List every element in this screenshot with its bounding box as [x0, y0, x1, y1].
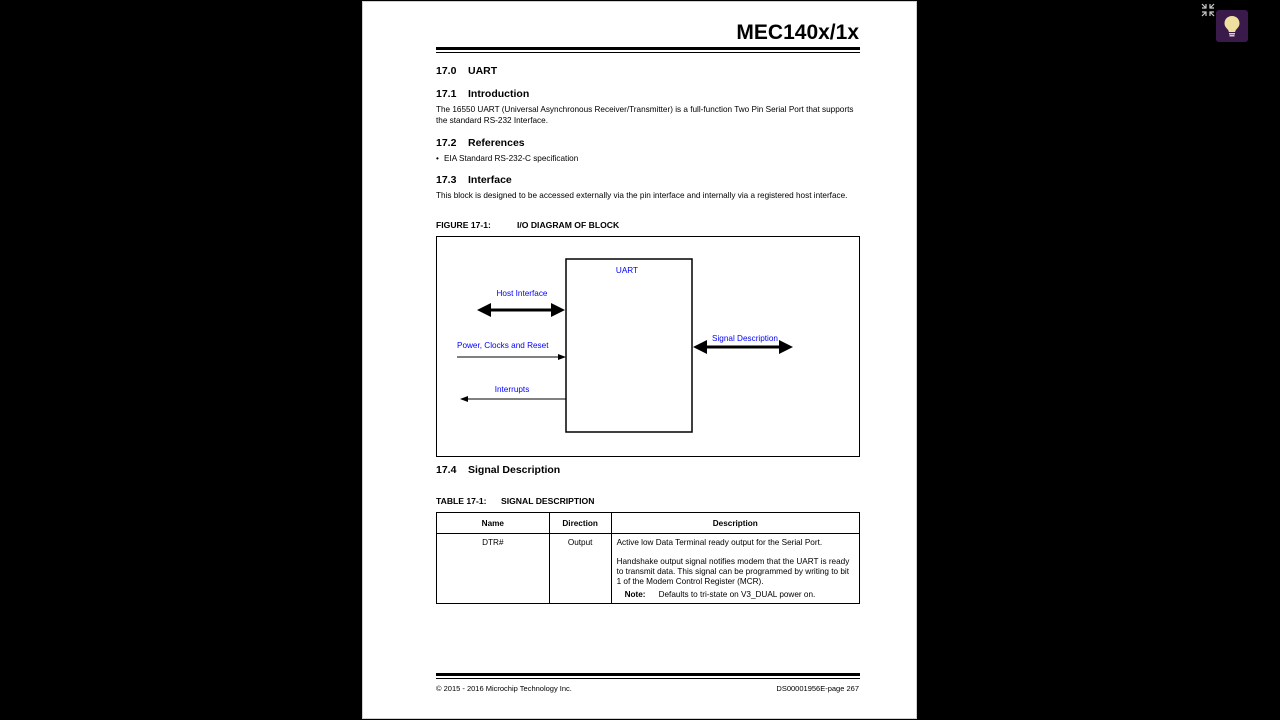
lightbulb-icon	[1223, 15, 1241, 37]
description-line1: Active low Data Terminal ready output for the Serial Port.	[616, 538, 823, 547]
io-diagram	[437, 237, 861, 458]
signal-description-table	[436, 512, 860, 604]
power-clocks-reset-label: Power, Clocks and Reset	[457, 341, 549, 350]
header-name: Name	[437, 513, 550, 534]
footer-rule-thick	[436, 673, 860, 676]
section-17-3-heading: 17.3 Interface	[436, 174, 512, 186]
section-17-1-body: The 16550 UART (Universal Asynchronous Receiver/Transmitter) is a full-function Two Pin Serial Port that supports the standard RS-232 Interface.	[436, 105, 854, 125]
section-17-2-heading: 17.2 References	[436, 137, 525, 149]
host-interface-label: Host Interface	[496, 289, 548, 298]
note-label: Note:	[624, 590, 646, 599]
uart-block-label: UART	[615, 266, 639, 275]
section-17-1-heading: 17.1 Introduction	[436, 88, 530, 100]
section-17-4-heading: 17.4 Signal Description	[436, 464, 561, 476]
table-row	[437, 534, 860, 604]
figure-caption: FIGURE 17-1: I/O DIAGRAM OF BLOCK	[436, 220, 620, 230]
interrupts-label: Interrupts	[494, 385, 530, 394]
header-direction: Direction	[549, 513, 611, 534]
section-17-0-heading: 17.0 UART	[436, 65, 498, 77]
section-17-3-body: This block is designed to be accessed externally via the pin interface and internally via a registered host interface.	[436, 191, 848, 200]
document-header-title: MEC140x/1x	[736, 21, 859, 44]
table-caption: TABLE 17-1: SIGNAL DESCRIPTION	[436, 496, 595, 506]
io-diagram-figure	[436, 236, 860, 457]
header-rule-thin	[436, 52, 860, 53]
header-rule-thick	[436, 47, 860, 50]
cell-direction: Output	[549, 534, 611, 604]
description-note	[617, 590, 854, 600]
footer-copyright: © 2015 - 2016 Microchip Technology Inc.	[436, 684, 572, 693]
table-header-row	[437, 513, 860, 534]
header-description: Description	[611, 513, 859, 534]
uart-block	[566, 259, 692, 432]
section-17-2-bullet: • EIA Standard RS-232-C specification	[436, 154, 579, 163]
cell-description	[611, 534, 859, 604]
note-text: Defaults to tri-state on V3_DUAL power on.	[658, 590, 816, 599]
cell-name: DTR#	[437, 534, 550, 604]
footer-rule-thin	[436, 678, 860, 679]
signal-description-label: Signal Description	[712, 334, 778, 343]
description-line2: Handshake output signal notifies modem that the UART is ready to transmit data. This signal can be programmed by writing to bit 1 of the Modem Control Register (MCR).	[616, 557, 850, 586]
footer-page-ref: DS00001956E-page 267	[776, 684, 859, 693]
document-page	[362, 1, 917, 719]
lightbulb-button[interactable]	[1216, 10, 1248, 42]
host-interface-arrow	[477, 303, 565, 317]
exit-fullscreen-icon[interactable]	[1201, 3, 1215, 17]
